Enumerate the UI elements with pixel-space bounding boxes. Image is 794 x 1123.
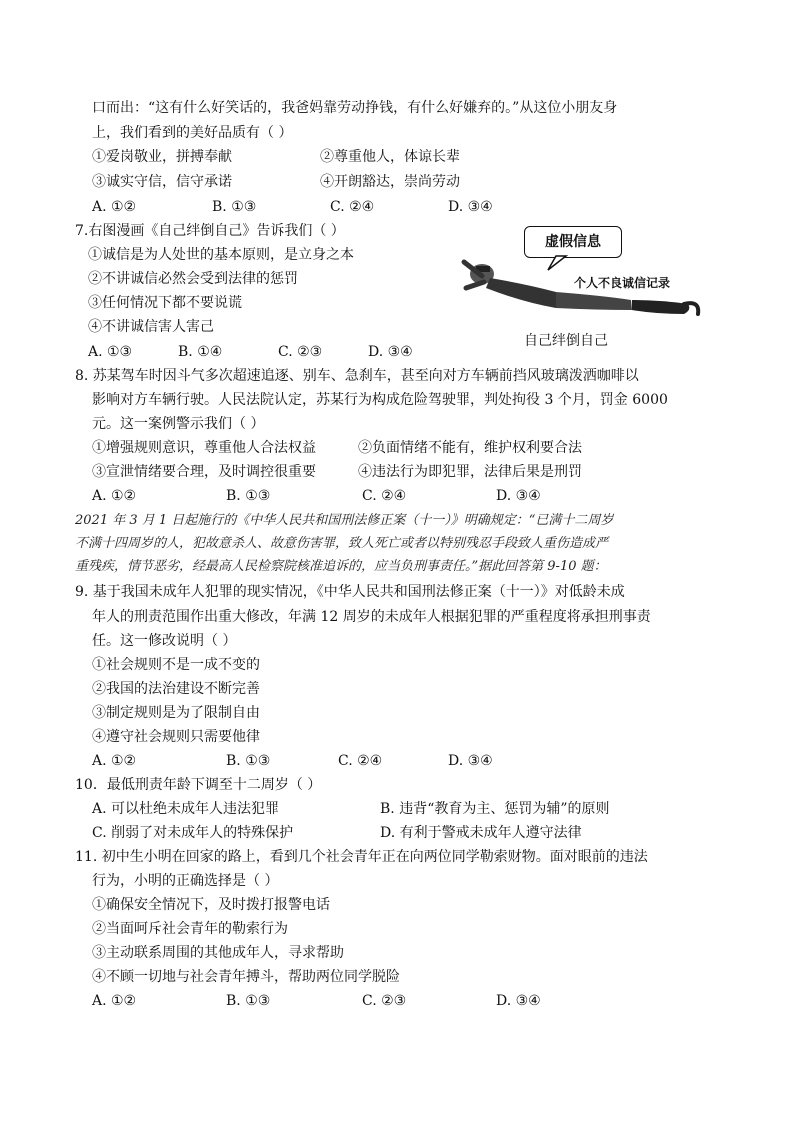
q11-option-3: ③主动联系周围的其他成年人，寻求帮助 <box>92 945 344 961</box>
q8-stem-line3: 元。这一案例警示我们（ ） <box>92 416 265 432</box>
material-line2: 不满十四周岁的人，犯故意杀人、故意伤害罪，致人死亡或者以特别残忍手段致人重伤造成严 <box>75 536 609 551</box>
q8-option-1: ①增强规则意识，尊重他人合法权益 <box>92 440 316 456</box>
q11-option-4: ④不顾一切地与社会青年搏斗，帮助两位同学脱险 <box>92 969 400 985</box>
q9-answer-b: B. ①③ <box>226 753 271 769</box>
q8-answer-b: B. ①③ <box>226 488 271 504</box>
q7-option-3: ③任何情况下都不要说谎 <box>88 295 242 311</box>
q6-option-3: ③诚实守信，信守承诺 <box>92 174 232 190</box>
q6-option-1: ①爱岗敬业，拼搏奉献 <box>92 149 232 165</box>
q9-answer-a: A. ①② <box>92 753 137 769</box>
q10-answer-d: D. 有利于警戒未成年人遵守法律 <box>380 825 582 841</box>
q6-answer-c: C. ②④ <box>330 199 375 215</box>
q6-stem-line2: 上，我们看到的美好品质有（ ） <box>92 125 293 141</box>
q10-answer-c: C. 削弱了对未成年人的特殊保护 <box>92 825 294 841</box>
q11-stem-line2: 行为，小明的正确选择是（ ） <box>92 873 279 889</box>
q7-option-1: ①诚信是为人处世的基本原则，是立身之本 <box>88 247 354 263</box>
q6-stem-line1: 口而出：“这有什么好笑话的，我爸妈靠劳动挣钱，有什么好嫌弃的。”从这位小朋友身 <box>92 100 618 116</box>
q6-answer-b: B. ①③ <box>212 199 257 215</box>
q8-option-3: ③宣泄情绪要合理，及时调控很重要 <box>92 464 316 480</box>
cartoon-title: 自己绊倒自己 <box>524 333 608 349</box>
q7-answer-d: D. ③④ <box>368 344 413 360</box>
q9-answer-d: D. ③④ <box>448 753 493 769</box>
q11-answer-c: C. ②③ <box>362 993 407 1009</box>
q10-answer-a: A. 可以杜绝未成年人违法犯罪 <box>92 801 280 817</box>
q8-stem-line2: 影响对方车辆行驶。人民法院认定，苏某行为构成危险驾驶罪，判处拘役 3 个月，罚金 6000 <box>92 392 668 408</box>
q11-stem-line1: 11. 初中生小明在回家的路上，看到几个社会青年正在向两位同学勒索财物。面对眼前的违法 <box>75 849 648 865</box>
q11-answer-d: D. ③④ <box>496 993 541 1009</box>
q11-option-1: ①确保安全情况下，及时拨打报警电话 <box>92 897 330 913</box>
q9-option-4: ④遵守社会规则只需要他律 <box>92 729 260 745</box>
q6-option-4: ④开朗豁达，崇尚劳动 <box>320 174 460 190</box>
q10-stem: 10．最低刑责年龄下调至十二周岁（ ） <box>75 777 322 793</box>
q7-cartoon <box>456 222 706 352</box>
q11-option-2: ②当面呵斥社会青年的勒索行为 <box>92 921 288 937</box>
q8-answer-c: C. ②④ <box>362 488 407 504</box>
q9-option-1: ①社会规则不是一成不变的 <box>92 657 260 673</box>
material-line3: 重残疾，情节恶劣，经最高人民检察院核准追诉的，应当负刑事责任。”据此回答第 9-10 题： <box>75 559 607 574</box>
q7-option-2: ②不讲诚信必然会受到法律的惩罚 <box>88 271 298 287</box>
q7-stem: 7.右图漫画《自己绊倒自己》告诉我们（ ） <box>75 223 345 239</box>
q8-option-4: ④违法行为即犯罪，法律后果是刑罚 <box>358 464 582 480</box>
q9-stem-line3: 任。这一修改说明（ ） <box>92 633 237 649</box>
q8-option-2: ②负面情绪不能有，维护权利要合法 <box>358 440 582 456</box>
cartoon-record-label: 个人不良诚信记录 <box>574 276 671 290</box>
q11-answer-a: A. ①② <box>92 993 137 1009</box>
q8-stem-line1: 8. 苏某驾车时因斗气多次超速追逐、别车、急刹车，甚至向对方车辆前挡风玻璃泼洒咖啡以 <box>75 368 639 384</box>
material-line1: 2021 年 3 月 1 日起施行的《中华人民共和国刑法修正案（十一）》明确规定：“已满十二周岁 <box>75 513 614 528</box>
q9-answer-c: C. ②④ <box>338 753 383 769</box>
q7-answer-b: B. ①④ <box>178 344 223 360</box>
q7-option-4: ④不讲诚信害人害己 <box>88 319 214 335</box>
q9-stem-line2: 年人的刑责范围作出重大修改，年满 12 周岁的未成年人根据犯罪的严重程度将承担刑事责 <box>92 609 651 625</box>
cartoon-speech-bubble: 虚假信息 <box>524 226 622 258</box>
q6-answer-a: A. ①② <box>92 199 137 215</box>
q9-stem-line1: 9. 基于我国未成年人犯罪的现实情况，《中华人民共和国刑法修正案（十一）》对低龄未成 <box>75 584 625 600</box>
q11-answer-b: B. ①③ <box>226 993 271 1009</box>
q7-answer-c: C. ②③ <box>278 344 323 360</box>
q6-answer-d: D. ③④ <box>448 199 493 215</box>
q6-option-2: ②尊重他人，体谅长辈 <box>320 149 460 165</box>
q7-answer-a: A. ①③ <box>88 344 133 360</box>
q8-answer-d: D. ③④ <box>496 488 541 504</box>
q9-option-3: ③制定规则是为了限制自由 <box>92 705 260 721</box>
q9-option-2: ②我国的法治建设不断完善 <box>92 681 260 697</box>
q10-answer-b: B. 违背“教育为主、惩罚为辅”的原则 <box>380 801 610 817</box>
q8-answer-a: A. ①② <box>92 488 137 504</box>
